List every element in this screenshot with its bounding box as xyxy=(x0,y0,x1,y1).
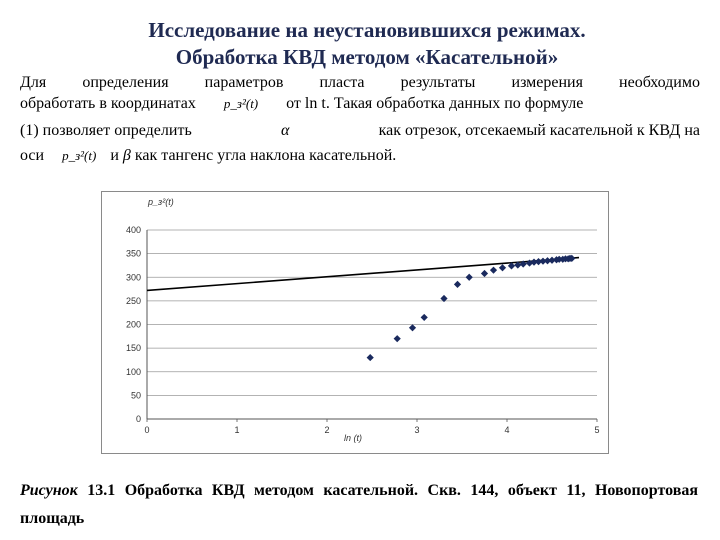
word: параметров xyxy=(204,74,284,91)
data-point xyxy=(481,270,488,277)
caption-text: 13.1 Обработка КВД методом касательной. Скв. 144, объект 11, Новопортовая площадь xyxy=(20,482,699,527)
figure-caption xyxy=(20,477,698,533)
alpha-symbol: α xyxy=(280,122,290,139)
data-point xyxy=(466,274,473,281)
x-tick-label: 4 xyxy=(504,425,510,435)
text-segment: как тангенс угла наклона касательной. xyxy=(134,147,397,164)
text-segment: и xyxy=(110,147,119,164)
data-point xyxy=(490,267,497,274)
x-axis-label: ln (t) xyxy=(344,433,362,443)
x-tick-label: 5 xyxy=(594,425,600,435)
y-tick-label: 300 xyxy=(125,272,141,283)
formula-pz2t: p_з²(t) xyxy=(62,148,97,163)
data-point xyxy=(367,354,374,361)
title-line-1: Исследование на неустановившихся режимах. xyxy=(148,18,586,42)
text-segment: обработать в координатах xyxy=(20,95,196,112)
paragraph-line-3 xyxy=(20,122,700,150)
y-tick-label: 400 xyxy=(125,225,141,235)
word: определения xyxy=(82,74,169,91)
word: необходимо xyxy=(619,74,700,91)
y-tick-label: 200 xyxy=(125,319,141,330)
x-tick-label: 2 xyxy=(324,425,330,435)
y-tick-label: 150 xyxy=(125,343,141,354)
data-point xyxy=(409,324,416,331)
tangent-line xyxy=(147,258,579,291)
y-tick-label: 0 xyxy=(135,414,141,424)
x-tick-label: 3 xyxy=(414,425,420,435)
x-tick-label: 0 xyxy=(144,425,150,435)
text-segment: как отрезок, отсекаемый касательной к КВД на xyxy=(378,122,700,139)
beta-symbol: β xyxy=(122,147,131,164)
x-tick-label: 1 xyxy=(234,425,240,435)
y-tick-label: 250 xyxy=(125,295,141,306)
y-tick-label: 350 xyxy=(125,248,141,259)
y-axis-label: p_з²(t) xyxy=(148,197,174,207)
formula-pz2t: p_з²(t) xyxy=(223,96,259,111)
y-tick-label: 50 xyxy=(130,390,141,401)
text-segment: (1) позволяет определить xyxy=(20,122,192,139)
title-line-2: Обработка КВД методом «Касательной» xyxy=(175,45,559,69)
word: Для xyxy=(20,74,47,91)
word: результаты xyxy=(400,74,476,91)
text-segment: от ln t. Такая обработка данных по формуле xyxy=(286,95,584,112)
scatter-chart xyxy=(102,192,608,453)
paragraph-line-4 xyxy=(20,147,700,175)
data-point xyxy=(454,281,461,288)
data-point xyxy=(499,264,506,271)
chart-container xyxy=(101,191,609,454)
paragraph-line-2 xyxy=(20,95,700,123)
data-point xyxy=(394,335,401,342)
data-point xyxy=(421,314,428,321)
word: пласта xyxy=(319,74,365,91)
text-segment: оси xyxy=(20,147,45,164)
y-tick-label: 100 xyxy=(125,366,141,377)
word: измерения xyxy=(511,74,583,91)
caption-label: Рисунок xyxy=(20,482,78,499)
